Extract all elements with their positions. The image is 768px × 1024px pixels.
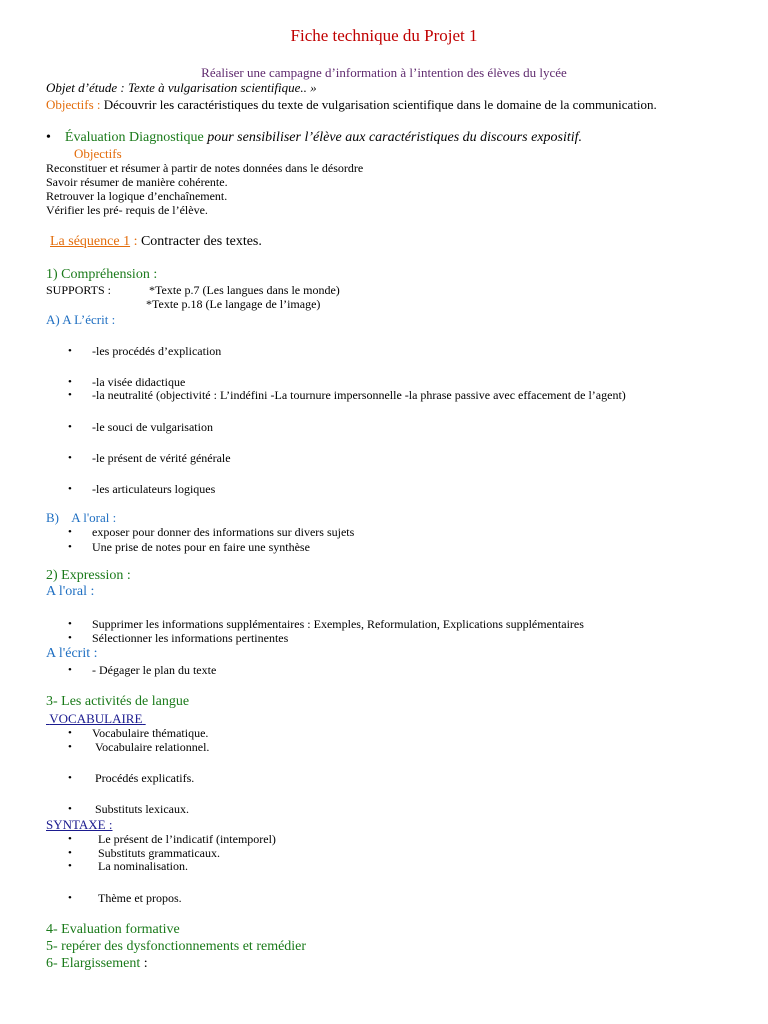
eval-diag-line-4: Vérifier les pré- requis de l’élève. <box>46 203 208 217</box>
supports-label: SUPPORTS : <box>46 283 111 297</box>
eval-diag-line-3: Retrouver la logique d’enchaînement. <box>46 189 228 203</box>
reperer-heading: 5- repérer des dysfonctionnements et remédier <box>46 939 307 954</box>
subtitle: Réaliser une campagne d’information à l’intention des élèves du lycée <box>201 65 567 80</box>
bullet: • <box>46 130 51 145</box>
sequence-text: Contracter des textes. <box>140 234 262 249</box>
list-item: - Dégager le plan du texte <box>92 663 217 677</box>
syntaxe-heading: SYNTAXE : <box>46 817 113 832</box>
elargissement-colon: : <box>143 956 148 971</box>
list-item: -les articulateurs logiques <box>92 482 216 496</box>
list-item: Substituts grammaticaux. <box>98 846 220 860</box>
eval-diag-line-1: Reconstituer et résumer à partir de notes données dans le désordre <box>46 161 364 175</box>
bullet: • <box>68 618 72 630</box>
list-item: Thème et propos. <box>98 891 182 905</box>
oral-heading <box>46 510 116 526</box>
sequence-colon: : <box>133 234 138 249</box>
sequence-line <box>50 234 262 250</box>
bullet: • <box>68 632 72 644</box>
eval-formative-heading: 4- Evaluation formative <box>46 922 180 937</box>
list-item: -la neutralité (objectivité : L’indéfini -La tournure impersonnelle -la phrase passive avec effacement de l’agent) <box>92 388 626 402</box>
list-item: -les procédés d’explication <box>92 344 222 358</box>
objectifs-label: Objectifs : <box>46 97 101 112</box>
list-item: exposer pour donner des informations sur divers sujets <box>92 525 355 539</box>
list-item: Le présent de l’indicatif (intemporel) <box>98 832 276 846</box>
list-item: Vocabulaire thématique. <box>92 726 209 740</box>
bullet: • <box>68 345 72 357</box>
vocabulaire-heading <box>46 711 146 727</box>
sequence-label: La séquence 1 <box>50 234 131 249</box>
list-item: -le souci de vulgarisation <box>92 420 213 434</box>
bullet: • <box>68 860 72 872</box>
eval-diag-label: Évaluation Diagnostique <box>64 130 204 145</box>
bullet: • <box>68 421 72 433</box>
bullet: • <box>68 727 72 739</box>
bullet: • <box>68 741 72 753</box>
list-item: Une prise de notes pour en faire une synthèse <box>92 540 310 554</box>
expression-ecrit-heading: A l'écrit : <box>46 646 98 661</box>
bullet: • <box>68 847 72 859</box>
objectifs-line <box>46 97 657 113</box>
bullet: • <box>68 803 72 815</box>
support-1: *Texte p.7 (Les langues dans le monde) <box>149 283 340 297</box>
comprehension-heading: 1) Compréhension : <box>46 267 158 282</box>
list-item: Vocabulaire relationnel. <box>95 740 210 754</box>
eval-diag-line-2: Savoir résumer de manière cohérente. <box>46 175 228 189</box>
oral-heading-text: A l'oral : <box>71 510 117 525</box>
elargissement-heading: 6- Elargissement <box>46 956 141 971</box>
list-item: Substituts lexicaux. <box>95 802 189 816</box>
eval-diag-objectifs-label: Objectifs <box>74 146 122 161</box>
activites-heading: 3- Les activités de langue <box>46 694 190 709</box>
objet-etude: Objet d’étude : Texte à vulgarisation scientifique.. » <box>46 80 317 95</box>
page-title: Fiche technique du Projet 1 <box>290 26 478 45</box>
bullet: • <box>68 389 72 401</box>
list-item: Supprimer les informations supplémentaires : Exemples, Reformulation, Explications supplémentaires <box>92 617 584 631</box>
elargissement-line <box>46 956 148 972</box>
eval-diag-text: pour sensibiliser l’élève aux caractéristiques du discours expositif. <box>207 130 583 145</box>
bullet: • <box>68 664 72 676</box>
bullet: • <box>68 892 72 904</box>
bullet: • <box>68 452 72 464</box>
list-item: Sélectionner les informations pertinentes <box>92 631 289 645</box>
objectifs-text: Découvrir les caractéristiques du texte de vulgarisation scientifique dans le domaine de la communication. <box>103 97 657 112</box>
bullet: • <box>68 376 72 388</box>
list-item: -le présent de vérité générale <box>92 451 231 465</box>
oral-heading-letter: B) <box>46 510 59 525</box>
bullet: • <box>68 772 72 784</box>
bullet: • <box>68 526 72 538</box>
list-item: Procédés explicatifs. <box>95 771 195 785</box>
eval-diag-line <box>46 130 582 146</box>
bullet: • <box>68 541 72 553</box>
vocabulaire-heading-text: VOCABULAIRE <box>49 711 143 726</box>
list-item: -la visée didactique <box>92 375 186 389</box>
expression-heading: 2) Expression : <box>46 568 131 583</box>
list-item: La nominalisation. <box>98 859 188 873</box>
ecrit-heading: A) A L’écrit : <box>46 312 116 327</box>
support-2: *Texte p.18 (Le langage de l’image) <box>146 297 321 311</box>
bullet: • <box>68 833 72 845</box>
bullet: • <box>68 483 72 495</box>
expression-oral-heading: A l'oral : <box>46 584 95 599</box>
